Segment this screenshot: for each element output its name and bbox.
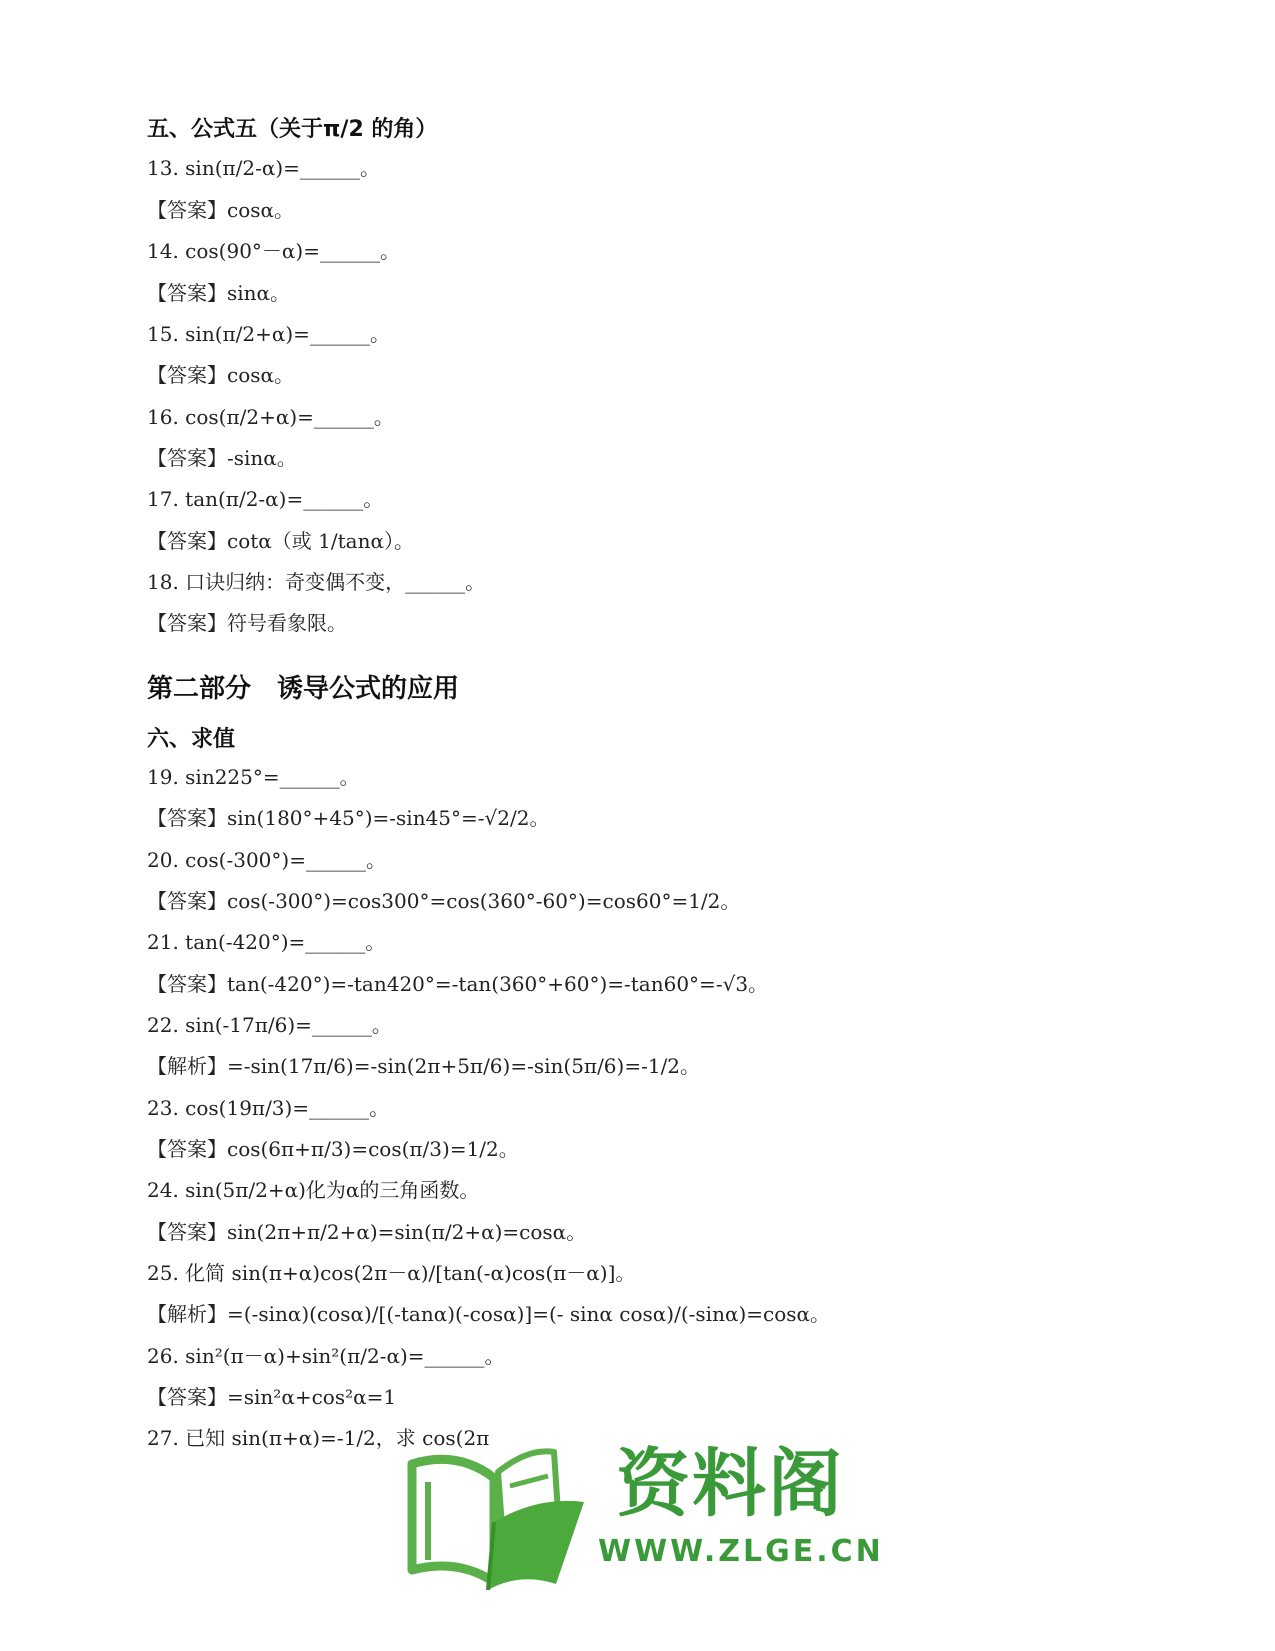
section-heading-formula5: 五、公式五（关于π/2 的角） xyxy=(147,117,438,142)
analysis-22: 【解析】=-sin(17π/6)=-sin(2π+5π/6)=-sin(5π/6)=-1/2。 xyxy=(147,1054,701,1078)
question-24: 24. sin(5π/2+α)化为α的三角函数。 xyxy=(147,1178,480,1202)
answer-16: 【答案】-sinα。 xyxy=(147,446,297,470)
book-logo-icon xyxy=(398,1442,598,1592)
section-heading-evaluation: 六、求值 xyxy=(147,727,236,752)
question-21: 21. tan(-420°)=______。 xyxy=(147,930,386,954)
answer-20: 【答案】cos(-300°)=cos300°=cos(360°-60°)=cos60°=1/2。 xyxy=(147,889,741,913)
answer-23: 【答案】cos(6π+π/3)=cos(π/3)=1/2。 xyxy=(147,1137,519,1161)
analysis-25: 【解析】=(-sinα)(cosα)/[(-tanα)(-cosα)]=(- sinα cosα)/(-sinα)=cosα。 xyxy=(147,1302,831,1326)
question-13: 13. sin(π/2-α)=______。 xyxy=(147,156,380,180)
answer-21: 【答案】tan(-420°)=-tan420°=-tan(360°+60°)=-tan60°=-√3。 xyxy=(147,972,769,996)
answer-18: 【答案】符号看象限。 xyxy=(147,611,347,635)
question-14: 14. cos(90°－α)=______。 xyxy=(147,239,400,263)
question-17: 17. tan(π/2-α)=______。 xyxy=(147,487,384,511)
question-26: 26. sin²(π－α)+sin²(π/2-α)=______。 xyxy=(147,1344,505,1368)
question-18: 18. 口诀归纳：奇变偶不变，______。 xyxy=(147,570,486,594)
watermark-logo xyxy=(398,1441,884,1592)
answer-24: 【答案】sin(2π+π/2+α)=sin(π/2+α)=cosα。 xyxy=(147,1220,587,1244)
question-15: 15. sin(π/2+α)=______。 xyxy=(147,322,390,346)
question-27: 27. 已知 sin(π+α)=-1/2，求 cos(2π xyxy=(147,1426,490,1450)
answer-26: 【答案】=sin²α+cos²α=1 xyxy=(147,1385,397,1409)
question-19: 19. sin225°=______。 xyxy=(147,765,360,789)
question-23: 23. cos(19π/3)=______。 xyxy=(147,1096,390,1120)
answer-14: 【答案】sinα。 xyxy=(147,281,291,305)
question-25: 25. 化简 sin(π+α)cos(2π－α)/[tan(-α)cos(π－α)]。 xyxy=(147,1261,636,1285)
answer-17: 【答案】cotα（或 1/tanα）。 xyxy=(147,529,414,553)
watermark-url: WWW.ZLGE.CN xyxy=(598,1534,884,1569)
question-22: 22. sin(-17π/6)=______。 xyxy=(147,1013,392,1037)
question-16: 16. cos(π/2+α)=______。 xyxy=(147,405,394,429)
answer-13: 【答案】cosα。 xyxy=(147,198,295,222)
question-20: 20. cos(-300°)=______。 xyxy=(147,848,386,872)
answer-19: 【答案】sin(180°+45°)=-sin45°=-√2/2。 xyxy=(147,806,550,830)
answer-15: 【答案】cosα。 xyxy=(147,363,295,387)
part-heading-applications: 第二部分 诱导公式的应用 xyxy=(147,674,460,704)
watermark-title: 资料阁 xyxy=(616,1441,844,1527)
